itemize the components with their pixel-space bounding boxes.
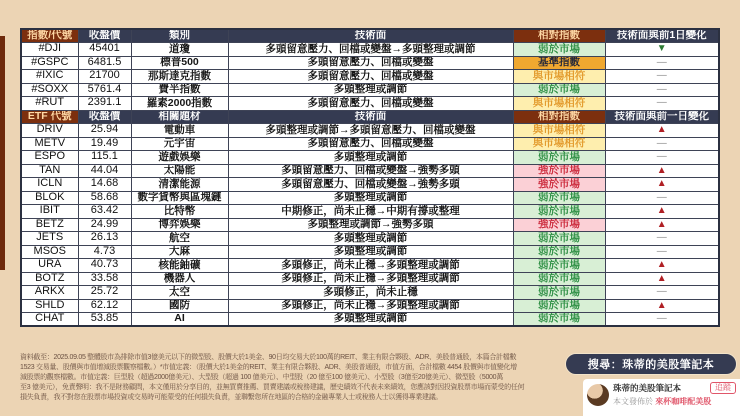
close-price-cell: 25.72 bbox=[78, 286, 131, 300]
left-accent-bar bbox=[0, 36, 5, 270]
search-badge-label: 搜尋：珠蒂的美股筆記本 bbox=[587, 359, 715, 371]
column-header: 技術面與前一日變化 bbox=[605, 110, 719, 124]
close-price-cell: 19.49 bbox=[78, 137, 131, 151]
no-change-dash: — bbox=[605, 83, 719, 97]
close-price-cell: 40.73 bbox=[78, 259, 131, 273]
technical-outlook-cell: 多頭整理或調節 bbox=[228, 151, 513, 165]
header-row bbox=[21, 110, 719, 124]
follow-button[interactable]: 追蹤 bbox=[710, 382, 736, 394]
technical-outlook-cell: 多頭留意壓力、回檔或變盤 bbox=[228, 56, 513, 70]
table-row bbox=[21, 151, 719, 165]
technical-outlook-cell: 多頭修正，尚未止穩→多頭整理或調節 bbox=[228, 272, 513, 286]
market-table-wrap bbox=[20, 28, 720, 327]
category-cell: 標普500 bbox=[131, 56, 228, 70]
publication-link[interactable]: 來杯咖啡配美股 bbox=[655, 397, 712, 406]
column-header: 技術面 bbox=[228, 110, 513, 124]
relative-index-cell: 與市場相符 bbox=[513, 124, 605, 138]
up-arrow-icon: ▲ bbox=[605, 124, 719, 138]
category-cell: 機器人 bbox=[131, 272, 228, 286]
technical-outlook-cell: 多頭留意壓力、回檔或變盤 bbox=[228, 97, 513, 111]
relative-index-cell: 與市場相符 bbox=[513, 97, 605, 111]
relative-index-cell: 弱於市場 bbox=[513, 245, 605, 259]
table-row bbox=[21, 83, 719, 97]
column-header: ETF 代號 bbox=[21, 110, 78, 124]
technical-outlook-cell: 多頭整理或調節→強勢多頭 bbox=[228, 218, 513, 232]
category-cell: 航空 bbox=[131, 232, 228, 246]
column-header: 收盤價 bbox=[78, 29, 131, 43]
close-price-cell: 6481.5 bbox=[78, 56, 131, 70]
no-change-dash: — bbox=[605, 56, 719, 70]
ticker-cell: IBIT bbox=[21, 205, 78, 219]
relative-index-cell: 弱於市場 bbox=[513, 43, 605, 57]
close-price-cell: 26.13 bbox=[78, 232, 131, 246]
relative-index-cell: 弱於市場 bbox=[513, 286, 605, 300]
ticker-cell: URA bbox=[21, 259, 78, 273]
column-header: 技術面與前1日變化 bbox=[605, 29, 719, 43]
category-cell: 羅素2000指數 bbox=[131, 97, 228, 111]
column-header: 收盤價 bbox=[78, 110, 131, 124]
relative-index-cell: 弱於市場 bbox=[513, 151, 605, 165]
relative-index-cell: 強於市場 bbox=[513, 164, 605, 178]
relative-index-cell: 弱於市場 bbox=[513, 259, 605, 273]
table-row bbox=[21, 70, 719, 84]
etf-header bbox=[21, 110, 719, 124]
table-row bbox=[21, 313, 719, 327]
ticker-cell: SHLD bbox=[21, 299, 78, 313]
column-header: 技術面 bbox=[228, 29, 513, 43]
ticker-cell: BOTZ bbox=[21, 272, 78, 286]
technical-outlook-cell: 多頭留意壓力、回檔或變盤 bbox=[228, 137, 513, 151]
technical-outlook-cell: 多頭修正，尚未止穩→多頭整理或調節 bbox=[228, 259, 513, 273]
published-prefix: 本文發佈於 bbox=[613, 397, 653, 406]
close-price-cell: 63.42 bbox=[78, 205, 131, 219]
market-table bbox=[20, 28, 720, 327]
table-row bbox=[21, 164, 719, 178]
ticker-cell: ICLN bbox=[21, 178, 78, 192]
profile-name: 珠蒂的美股筆記本 bbox=[613, 383, 682, 393]
ticker-cell: DRIV bbox=[21, 124, 78, 138]
up-arrow-icon: ▲ bbox=[605, 178, 719, 192]
no-change-dash: — bbox=[605, 97, 719, 111]
disclaimer-line: 至3 億美元），免責聲明：我不是財務顧問，本文僅用於分享目的，並無買賣推薦、買賣建議或稅務建議，歷史績效不代表未來績效，您應該對因投資股票市場而蒙受的任何 bbox=[20, 384, 525, 391]
table-row bbox=[21, 56, 719, 70]
close-price-cell: 58.68 bbox=[78, 191, 131, 205]
profile-card bbox=[583, 379, 740, 416]
close-price-cell: 62.12 bbox=[78, 299, 131, 313]
relative-index-cell: 與市場相符 bbox=[513, 70, 605, 84]
technical-outlook-cell: 多頭留意壓力、回檔或變盤 bbox=[228, 70, 513, 84]
technical-outlook-cell: 多頭整理或調節 bbox=[228, 83, 513, 97]
relative-index-cell: 與市場相符 bbox=[513, 137, 605, 151]
technical-outlook-cell: 多頭留意壓力、回檔或變盤→強勢多頭 bbox=[228, 164, 513, 178]
table-row bbox=[21, 178, 719, 192]
technical-outlook-cell: 多頭修正，尚未止穩 bbox=[228, 286, 513, 300]
up-arrow-icon: ▲ bbox=[605, 218, 719, 232]
category-cell: 數字貨幣與區塊鏈 bbox=[131, 191, 228, 205]
disclaimer-line: 減股票的觀察檔數。市值定義：巨型股（超過2000億美元）、大型股（超過 100 億美元）、中型股（20 億至100 億美元）、小型股（3億至20億美元）、微型股（5000萬 bbox=[20, 374, 503, 381]
ticker-cell: #RUT bbox=[21, 97, 78, 111]
ticker-cell: ARKX bbox=[21, 286, 78, 300]
no-change-dash: — bbox=[605, 286, 719, 300]
no-change-dash: — bbox=[605, 232, 719, 246]
column-header: 相對指數 bbox=[513, 29, 605, 43]
no-change-dash: — bbox=[605, 137, 719, 151]
no-change-dash: — bbox=[605, 191, 719, 205]
up-arrow-icon: ▲ bbox=[605, 164, 719, 178]
technical-outlook-cell: 多頭整理或調節 bbox=[228, 232, 513, 246]
ticker-cell: METV bbox=[21, 137, 78, 151]
relative-index-cell: 基準指數 bbox=[513, 56, 605, 70]
category-cell: 核能鈾礦 bbox=[131, 259, 228, 273]
ticker-cell: BETZ bbox=[21, 218, 78, 232]
table-row bbox=[21, 191, 719, 205]
etf-body bbox=[21, 124, 719, 327]
ticker-cell: MSOS bbox=[21, 245, 78, 259]
category-cell: 遊戲娛樂 bbox=[131, 151, 228, 165]
ticker-cell: TAN bbox=[21, 164, 78, 178]
up-arrow-icon: ▲ bbox=[605, 259, 719, 273]
technical-outlook-cell: 多頭留意壓力、回檔或變盤→多頭整理或調節 bbox=[228, 43, 513, 57]
close-price-cell: 5761.4 bbox=[78, 83, 131, 97]
ticker-cell: CHAT bbox=[21, 313, 78, 327]
table-row bbox=[21, 272, 719, 286]
close-price-cell: 53.85 bbox=[78, 313, 131, 327]
table-row bbox=[21, 218, 719, 232]
table-row bbox=[21, 299, 719, 313]
category-cell: 大麻 bbox=[131, 245, 228, 259]
ticker-cell: BLOK bbox=[21, 191, 78, 205]
category-cell: AI bbox=[131, 313, 228, 327]
category-cell: 費半指數 bbox=[131, 83, 228, 97]
disclaimer-line: 1523 交易量、股價與市值增減股票觀察檔數。）*市值定義：（股價大於1美金的REIT、業主有限合夥股、ADR、美股普通股，市值方面，合計檔數 4454 股價與市值變化增 bbox=[20, 364, 517, 371]
category-cell: 道瓊 bbox=[131, 43, 228, 57]
table-row bbox=[21, 43, 719, 57]
technical-outlook-cell: 中期修正，尚未止穩→中期有撐或整理 bbox=[228, 205, 513, 219]
ticker-cell: ESPO bbox=[21, 151, 78, 165]
table-row bbox=[21, 286, 719, 300]
disclaimer-text bbox=[20, 353, 572, 409]
close-price-cell: 44.04 bbox=[78, 164, 131, 178]
close-price-cell: 33.58 bbox=[78, 272, 131, 286]
relative-index-cell: 弱於市場 bbox=[513, 205, 605, 219]
relative-index-cell: 弱於市場 bbox=[513, 232, 605, 246]
table-row bbox=[21, 205, 719, 219]
relative-index-cell: 弱於市場 bbox=[513, 272, 605, 286]
table-row bbox=[21, 259, 719, 273]
no-change-dash: — bbox=[605, 151, 719, 165]
category-cell: 博弈娛樂 bbox=[131, 218, 228, 232]
close-price-cell: 21700 bbox=[78, 70, 131, 84]
down-arrow-icon: ▼ bbox=[605, 43, 719, 57]
relative-index-cell: 弱於市場 bbox=[513, 299, 605, 313]
indices-body bbox=[21, 43, 719, 111]
category-cell: 那斯達克指數 bbox=[131, 70, 228, 84]
no-change-dash: — bbox=[605, 313, 719, 327]
disclaimer-line: 損失負責，我不對您在股票市場投資或交易時可能蒙受的任何損失負責，並聯繫您所在地區的合格的金融專業人士或稅務人士以獲得專業建議。 bbox=[20, 394, 443, 401]
close-price-cell: 45401 bbox=[78, 43, 131, 57]
table-row bbox=[21, 245, 719, 259]
ticker-cell: #SOXX bbox=[21, 83, 78, 97]
close-price-cell: 24.99 bbox=[78, 218, 131, 232]
category-cell: 電動車 bbox=[131, 124, 228, 138]
relative-index-cell: 強於市場 bbox=[513, 178, 605, 192]
ticker-cell: JETS bbox=[21, 232, 78, 246]
relative-index-cell: 弱於市場 bbox=[513, 191, 605, 205]
up-arrow-icon: ▲ bbox=[605, 205, 719, 219]
column-header: 相關題材 bbox=[131, 110, 228, 124]
avatar bbox=[587, 384, 609, 406]
technical-outlook-cell: 多頭整理或調節 bbox=[228, 245, 513, 259]
search-badge bbox=[565, 353, 737, 375]
indices-header bbox=[21, 29, 719, 43]
relative-index-cell: 弱於市場 bbox=[513, 313, 605, 327]
no-change-dash: — bbox=[605, 70, 719, 84]
table-row bbox=[21, 97, 719, 111]
category-cell: 太空 bbox=[131, 286, 228, 300]
table-row bbox=[21, 124, 719, 138]
close-price-cell: 115.1 bbox=[78, 151, 131, 165]
relative-index-cell: 弱於市場 bbox=[513, 83, 605, 97]
header-row bbox=[21, 29, 719, 43]
close-price-cell: 4.73 bbox=[78, 245, 131, 259]
relative-index-cell: 強於市場 bbox=[513, 218, 605, 232]
category-cell: 太陽能 bbox=[131, 164, 228, 178]
technical-outlook-cell: 多頭留意壓力、回檔或變盤→強勢多頭 bbox=[228, 178, 513, 192]
technical-outlook-cell: 多頭修正，尚未止穩→多頭整理或調節 bbox=[228, 299, 513, 313]
category-cell: 清潔能源 bbox=[131, 178, 228, 192]
table-row bbox=[21, 232, 719, 246]
ticker-cell: #GSPC bbox=[21, 56, 78, 70]
no-change-dash: — bbox=[605, 245, 719, 259]
category-cell: 比特幣 bbox=[131, 205, 228, 219]
technical-outlook-cell: 多頭整理或調節 bbox=[228, 191, 513, 205]
up-arrow-icon: ▲ bbox=[605, 299, 719, 313]
ticker-cell: #DJI bbox=[21, 43, 78, 57]
up-arrow-icon: ▲ bbox=[605, 272, 719, 286]
column-header: 指數/代號 bbox=[21, 29, 78, 43]
technical-outlook-cell: 多頭整理或調節 bbox=[228, 313, 513, 327]
category-cell: 國防 bbox=[131, 299, 228, 313]
technical-outlook-cell: 多頭整理或調節→多頭留意壓力、回檔或變盤 bbox=[228, 124, 513, 138]
column-header: 類別 bbox=[131, 29, 228, 43]
table-row bbox=[21, 137, 719, 151]
disclaimer-line: 資料截至：2025.09.05 整體股市為排除市值3億美元以下的微型股、股價大於1美金、90日均交易大於100萬的REIT、業主有限合夥股、ADR、美股普通股，本篇合計檔數 bbox=[20, 354, 517, 361]
column-header: 相對指數 bbox=[513, 110, 605, 124]
close-price-cell: 2391.1 bbox=[78, 97, 131, 111]
close-price-cell: 14.68 bbox=[78, 178, 131, 192]
ticker-cell: #IXIC bbox=[21, 70, 78, 84]
close-price-cell: 25.94 bbox=[78, 124, 131, 138]
category-cell: 元宇宙 bbox=[131, 137, 228, 151]
